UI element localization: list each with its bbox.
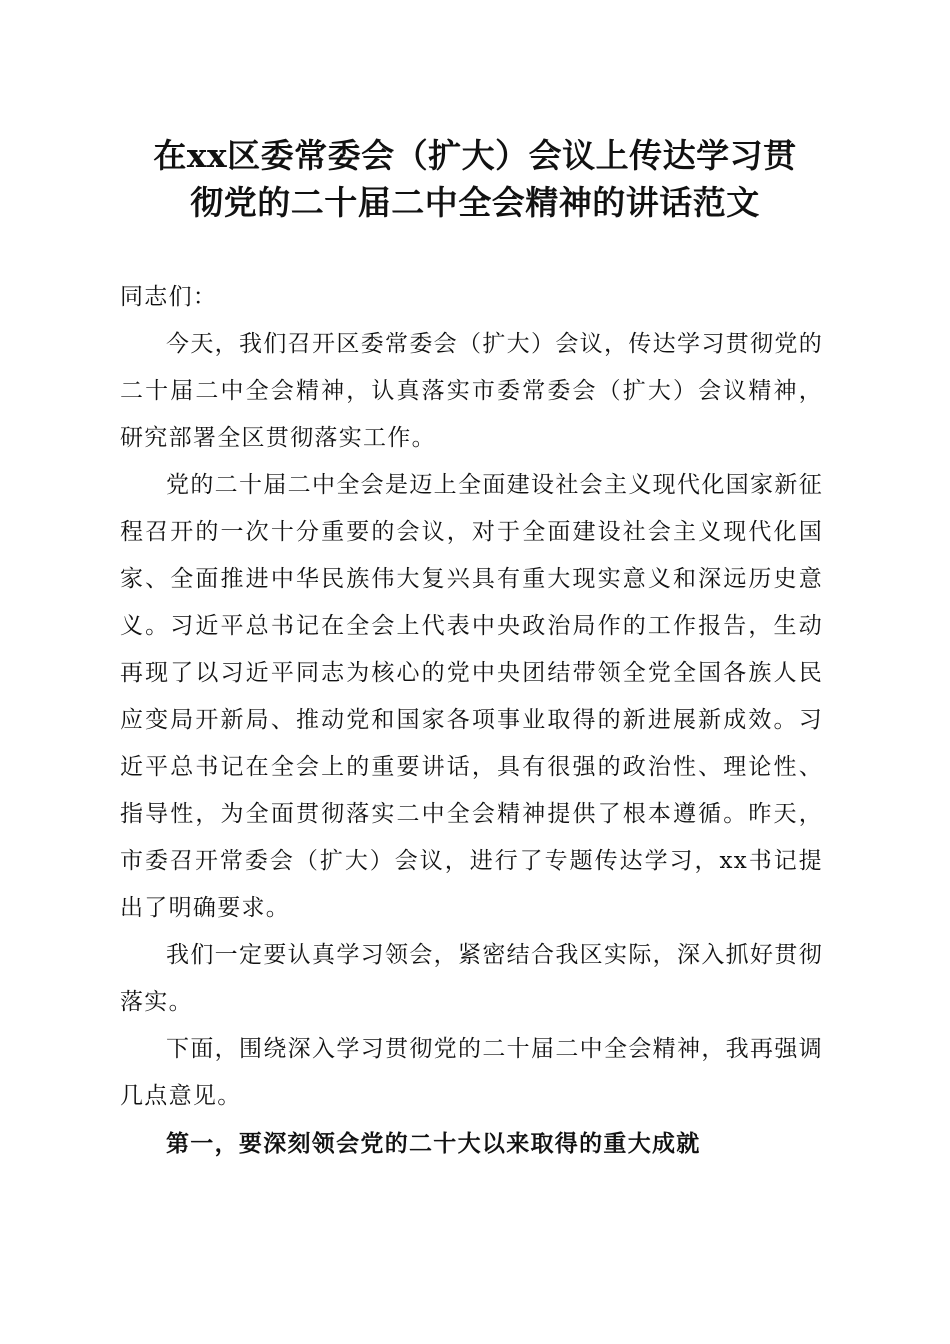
paragraph-4: 下面，围绕深入学习贯彻党的二十届二中全会精神，我再强调几点意见。	[120, 1036, 823, 1109]
salutation: 同志们：	[120, 284, 218, 310]
document-title	[110, 132, 840, 226]
title-line-1: 在xx区委常委会（扩大）会议上传达学习贯	[153, 136, 797, 175]
paragraph-2: 党的二十届二中全会是迈上全面建设社会主义现代化国家新征程召开的一次十分重要的会议，对于全面建设社会主义现代化国家、全面推进中华民族伟大复兴具有重大现实意义和深远历史意义。习近平总书记在全会上代表中央政治局作的工作报告，生动再现了以习近平同志为核心的党中央团结带领全党全国各族人民应变局开新局、推动党和国家各项事业取得的新进展新成效。习近平总书记在全会上的重要讲话，具有很强的政治性、理论性、指导性，为全面贯彻落实二中全会精神提供了根本遵循。昨天，市委召开常委会（扩大）会议，进行了专题传达学习，xx书记提出了明确要求。	[120, 472, 823, 921]
paragraph-3: 我们一定要认真学习领会，紧密结合我区实际，深入抓好贯彻落实。	[120, 942, 823, 1015]
document-body	[120, 274, 823, 1167]
paragraph-1: 今天，我们召开区委常委会（扩大）会议，传达学习贯彻党的二十届二中全会精神，认真落实市委常委会（扩大）会议精神，研究部署全区贯彻落实工作。	[120, 331, 823, 451]
section-heading: 第一，要深刻领会党的二十大以来取得的重大成就	[166, 1130, 701, 1157]
title-line-2: 彻党的二十届二中全会精神的讲话范文	[190, 183, 760, 222]
